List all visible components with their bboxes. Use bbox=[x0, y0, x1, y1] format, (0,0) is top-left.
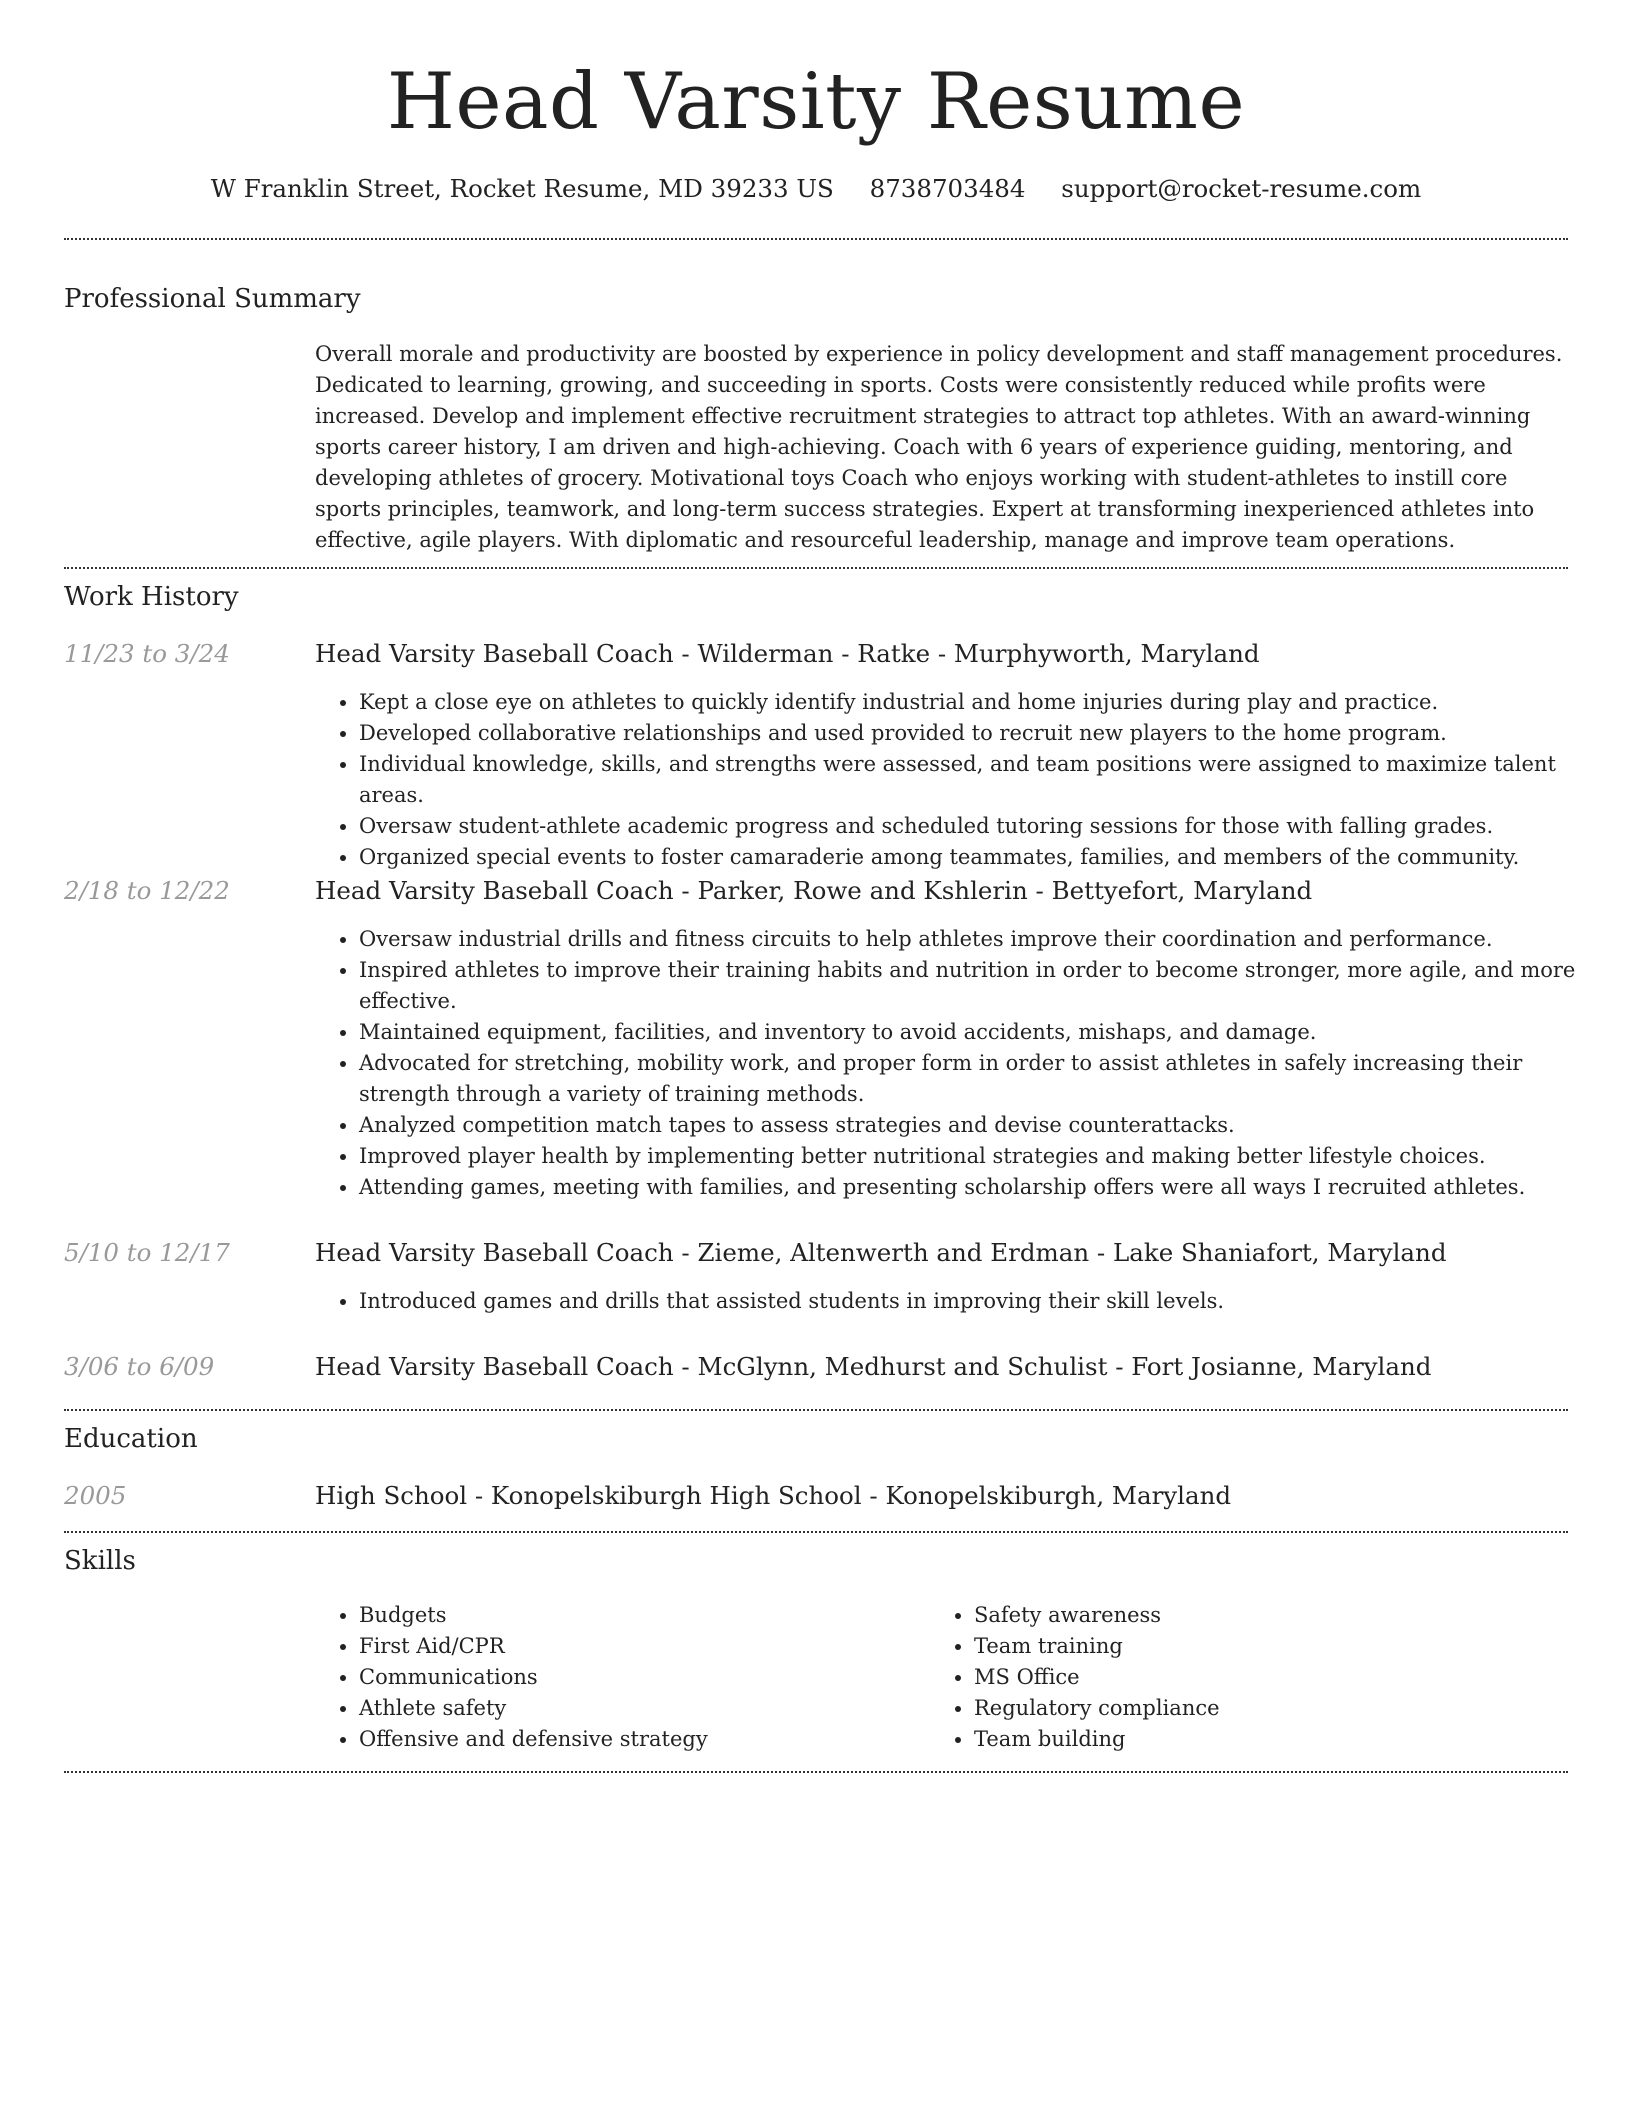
section-heading-summary: Professional Summary bbox=[64, 284, 361, 314]
skill-item: • Regulatory compliance bbox=[974, 1693, 1574, 1724]
list-item: • Individual knowledge, skills, and strengths were assessed, and team positions were assigned to maximize talent areas. bbox=[359, 749, 1612, 811]
job-role: Head Varsity Baseball Coach bbox=[315, 876, 674, 905]
resume-title: Head Varsity Resume bbox=[386, 57, 1246, 147]
education-detail: - Konopelskiburgh High School - Konopelskiburgh, Maryland bbox=[467, 1481, 1232, 1510]
contact-phone[interactable]: 8738703484 bbox=[869, 174, 1026, 203]
divider bbox=[64, 1771, 1568, 1773]
job-role: Head Varsity Baseball Coach bbox=[315, 1352, 674, 1381]
job-dates: 5/10 to 12/17 bbox=[64, 1238, 230, 1267]
list-item: • Introduced games and drills that assisted students in improving their skill levels. bbox=[359, 1286, 1612, 1317]
divider bbox=[64, 567, 1568, 569]
skill-item: • Team building bbox=[974, 1724, 1574, 1755]
job-detail: - Wilderman - Ratke - Murphyworth, Maryland bbox=[673, 639, 1260, 668]
skill-item: • Budgets bbox=[359, 1600, 929, 1631]
skill-item: • Team training bbox=[974, 1631, 1574, 1662]
summary-block bbox=[315, 339, 1568, 556]
job-detail: - Zieme, Altenwerth and Erdman - Lake Shaniafort, Maryland bbox=[673, 1238, 1447, 1267]
list-item: • Improved player health by implementing better nutritional strategies and making better lifestyle choices. bbox=[359, 1141, 1612, 1172]
job-role: Head Varsity Baseball Coach bbox=[315, 1238, 674, 1267]
list-item: • Kept a close eye on athletes to quickly identify industrial and home injuries during play and practice. bbox=[359, 687, 1612, 718]
divider bbox=[64, 238, 1568, 240]
list-item: • Oversaw industrial drills and fitness circuits to help athletes improve their coordination and performance. bbox=[359, 924, 1612, 955]
summary-text: Overall morale and productivity are boosted by experience in policy development and staff management procedures. Dedicated to learning, growing, and succeeding in sports. Costs were consistently reduced while profits were increased. Develop and implement effective recruitment strategies to attract top athletes. With an award-winning sports career history, I am driven and high-achieving. Coach with 6 years of experience guiding, mentoring, and developing athletes of grocery. Motivational toys Coach who enjoys working with student-athletes to instill core sports principles, teamwork, and long-term success strategies. Expert at transforming inexperienced athletes into effective, agile players. With diplomatic and resourceful leadership, manage and improve team operations. bbox=[315, 342, 1563, 552]
job-title bbox=[315, 874, 1312, 908]
list-item: • Organized special events to foster camaraderie among teammates, families, and members of the community. bbox=[359, 842, 1612, 873]
skill-item: • Offensive and defensive strategy bbox=[359, 1724, 929, 1755]
job-title bbox=[315, 1236, 1447, 1270]
section-heading-education: Education bbox=[64, 1424, 198, 1454]
contact-address: W Franklin Street, Rocket Resume, MD 39233 US bbox=[210, 174, 834, 203]
skill-item: • Athlete safety bbox=[359, 1693, 929, 1724]
contact-email[interactable]: support@rocket-resume.com bbox=[1061, 174, 1422, 203]
contact-line bbox=[64, 172, 1568, 206]
skill-item: • First Aid/CPR bbox=[359, 1631, 929, 1662]
list-item: • Maintained equipment, facilities, and inventory to avoid accidents, mishaps, and damage. bbox=[359, 1017, 1612, 1048]
job-dates: 11/23 to 3/24 bbox=[64, 639, 230, 668]
job-dates: 3/06 to 6/09 bbox=[64, 1352, 215, 1381]
skills-list-left bbox=[315, 1600, 929, 1755]
list-item: • Developed collaborative relationships and used provided to recruit new players to the home program. bbox=[359, 718, 1612, 749]
section-heading-work: Work History bbox=[64, 582, 239, 612]
education-entry bbox=[315, 1479, 1231, 1513]
job-title bbox=[315, 1350, 1431, 1384]
job-detail: - McGlynn, Medhurst and Schulist - Fort Josianne, Maryland bbox=[673, 1352, 1432, 1381]
job-bullets bbox=[315, 687, 1612, 873]
skill-item: • Communications bbox=[359, 1662, 929, 1693]
education-year: 2005 bbox=[64, 1481, 127, 1510]
divider bbox=[64, 1409, 1568, 1411]
skills-list-right bbox=[930, 1600, 1574, 1755]
job-bullets bbox=[315, 924, 1612, 1203]
list-item: • Oversaw student-athlete academic progress and scheduled tutoring sessions for those with falling grades. bbox=[359, 811, 1612, 842]
list-item: • Analyzed competition match tapes to assess strategies and devise counterattacks. bbox=[359, 1110, 1612, 1141]
list-item: • Inspired athletes to improve their training habits and nutrition in order to become stronger, more agile, and more effective. bbox=[359, 955, 1612, 1017]
job-detail: - Parker, Rowe and Kshlerin - Bettyefort, Maryland bbox=[673, 876, 1313, 905]
list-item: • Advocated for stretching, mobility work, and proper form in order to assist athletes in safely increasing their strength through a variety of training methods. bbox=[359, 1048, 1612, 1110]
job-role: Head Varsity Baseball Coach bbox=[315, 639, 674, 668]
section-heading-skills: Skills bbox=[64, 1546, 136, 1576]
skill-item: • Safety awareness bbox=[974, 1600, 1574, 1631]
divider bbox=[64, 1531, 1568, 1533]
job-bullets bbox=[315, 1286, 1612, 1317]
job-title bbox=[315, 637, 1260, 671]
list-item: • Attending games, meeting with families, and presenting scholarship offers were all ways I recruited athletes. bbox=[359, 1172, 1612, 1203]
skill-item: • MS Office bbox=[974, 1662, 1574, 1693]
education-degree: High School bbox=[315, 1481, 468, 1510]
job-dates: 2/18 to 12/22 bbox=[64, 876, 230, 905]
